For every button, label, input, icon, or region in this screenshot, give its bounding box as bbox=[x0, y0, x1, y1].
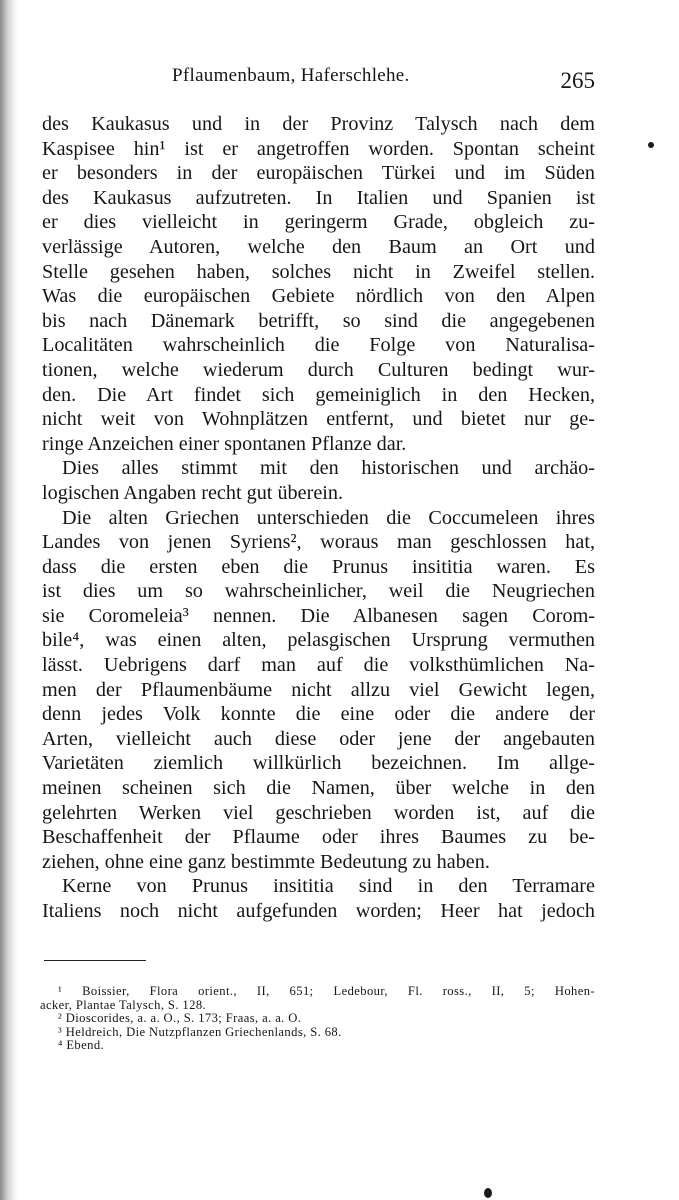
text-line: Die alten Griechen unterschieden die Coccumeleen ihres bbox=[62, 506, 595, 529]
text-line: verlässige Autoren, welche den Baum an Ort und bbox=[42, 235, 595, 258]
text-line: sie Coromeleia³ nennen. Die Albanesen sagen Corom- bbox=[42, 604, 595, 627]
text-line: bile⁴, was einen alten, pelasgischen Ursprung vermuthen bbox=[42, 629, 595, 652]
running-title: Pflaumenbaum, Haferschlehe. bbox=[172, 65, 410, 86]
text-line: ziehen, ohne eine ganz bestimmte Bedeutung zu haben. bbox=[42, 850, 490, 873]
text-line: lässt. Uebrigens darf man auf die volksthümlichen Na- bbox=[42, 654, 595, 677]
text-line: er dies vielleicht in geringerm Grade, obgleich zu- bbox=[42, 211, 595, 234]
footnote-line: ³ Heldreich, Die Nutzpflanzen Griechenlands, S. 68. bbox=[58, 1024, 342, 1039]
footnote-line: ⁴ Ebend. bbox=[58, 1038, 105, 1053]
text-line: den. Die Art findet sich gemeiniglich in den Hecken, bbox=[42, 383, 595, 406]
page-header bbox=[42, 62, 595, 92]
body-text bbox=[42, 112, 595, 924]
text-line: dass die ersten eben die Prunus insititia waren. Es bbox=[42, 555, 595, 578]
text-line: ist dies um so wahrscheinlicher, weil die Neugriechen bbox=[42, 580, 595, 603]
text-line: denn jedes Volk konnte die eine oder die andere der bbox=[42, 703, 595, 726]
text-line: gelehrten Werken viel geschrieben worden ist, auf die bbox=[42, 801, 595, 824]
text-line: bis nach Dänemark betrifft, so sind die angegebenen bbox=[42, 309, 595, 332]
footnote-line: ¹ Boissier, Flora orient., II, 651; Ledebour, Fl. ross., II, 5; Hohen- bbox=[58, 984, 595, 998]
text-line: Arten, vielleicht auch diese oder jene der angebauten bbox=[42, 727, 595, 750]
spine-shadow bbox=[0, 0, 18, 1200]
text-line: er besonders in der europäischen Türkei und im Süden bbox=[42, 162, 595, 185]
text-line: nicht weit von Wohnplätzen entfernt, und bietet nur ge- bbox=[42, 408, 595, 431]
text-line: Was die europäischen Gebiete nördlich von den Alpen bbox=[42, 285, 595, 308]
text-line: Italiens noch nicht aufgefunden worden; Heer hat jedoch bbox=[42, 900, 595, 922]
text-line: men der Pflaumenbäume nicht allzu viel Gewicht legen, bbox=[42, 678, 595, 701]
text-line: Stelle gesehen haben, solches nicht in Zweifel stellen. bbox=[42, 260, 595, 283]
text-line: Kerne von Prunus insititia sind in den Terramare bbox=[62, 875, 595, 898]
page-number: 265 bbox=[560, 68, 595, 93]
text-line: Beschaffenheit der Pflaume oder ihres Baumes zu be- bbox=[42, 826, 595, 849]
text-line: meinen scheinen sich die Namen, über welche in den bbox=[42, 777, 595, 800]
scan-speck bbox=[484, 1188, 492, 1198]
footnotes bbox=[40, 984, 595, 1053]
text-line: Localitäten wahrscheinlich die Folge von Naturalisa- bbox=[42, 334, 595, 357]
text-line: des Kaukasus und in der Provinz Talysch nach dem bbox=[42, 113, 595, 135]
text-line: logischen Angaben recht gut überein. bbox=[42, 481, 344, 504]
text-line: Kaspisee hin¹ ist er angetroffen worden. Spontan scheint bbox=[42, 137, 595, 160]
text-line: tionen, welche wiederum durch Culturen bedingt wur- bbox=[42, 358, 595, 381]
text-line: Varietäten ziemlich willkürlich bezeichnen. Im allge- bbox=[42, 752, 595, 775]
footnote-line: acker, Plantae Talysch, S. 128. bbox=[40, 997, 207, 1012]
footnote-divider bbox=[44, 960, 146, 961]
text-line: Landes von jenen Syriens², woraus man geschlossen hat, bbox=[42, 531, 595, 554]
text-line: Dies alles stimmt mit den historischen und archäo- bbox=[62, 457, 595, 480]
text-line: ringe Anzeichen einer spontanen Pflanze dar. bbox=[42, 432, 407, 455]
text-line: des Kaukasus aufzutreten. In Italien und Spanien ist bbox=[42, 186, 595, 209]
footnote-line: ² Dioscorides, a. a. O., S. 173; Fraas, a. a. O. bbox=[58, 1011, 302, 1026]
scan-speck bbox=[648, 142, 654, 148]
